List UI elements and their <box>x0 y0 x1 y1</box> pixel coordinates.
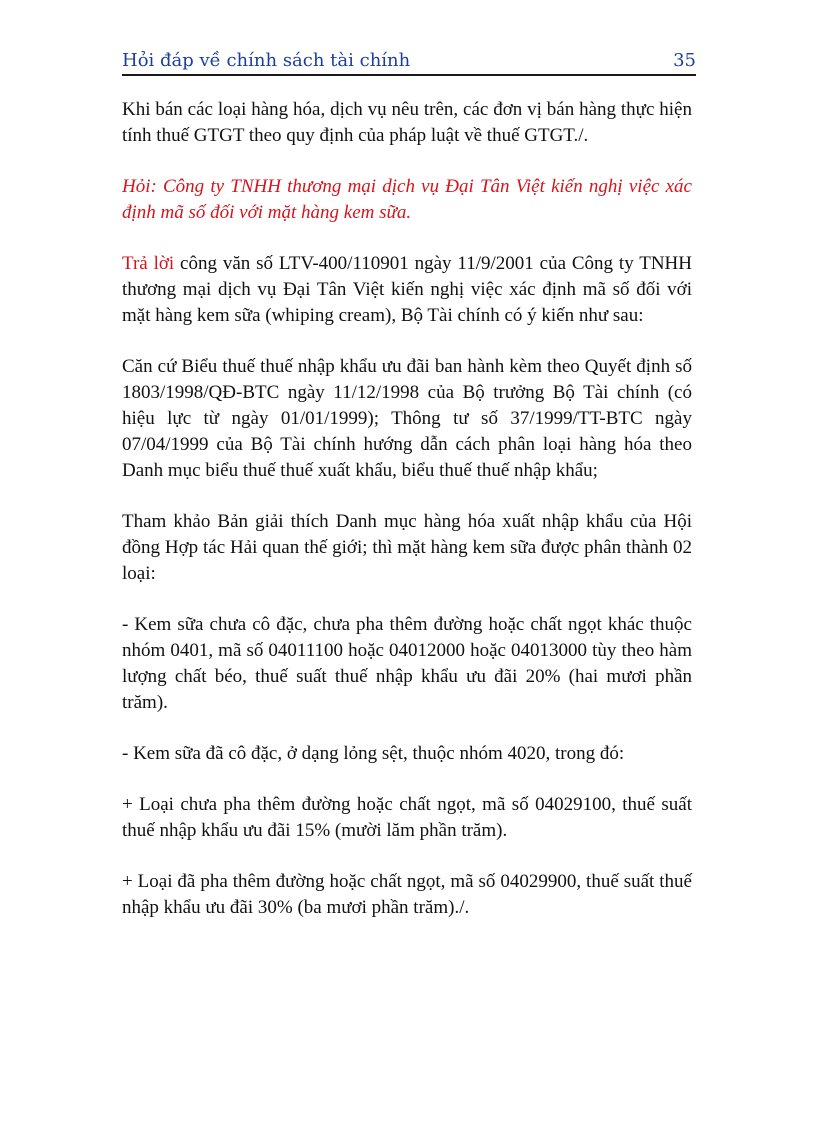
item-1-paragraph: - Kem sữa chưa cô đặc, chưa pha thêm đường hoặc chất ngọt khác thuộc nhóm 0401, mã số 04011100 hoặc 04012000 hoặc 04013000 tùy theo hàm lượng chất béo, thuế suất thuế nhập khẩu ưu đãi 20% (hai mươi phần trăm). <box>122 614 692 713</box>
page-body <box>122 97 692 946</box>
basis-paragraph: Căn cứ Biểu thuế thuế nhập khẩu ưu đãi ban hành kèm theo Quyết định số 1803/1998/QĐ-BTC ngày 11/12/1998 của Bộ trưởng Bộ Tài chính (có hiệu lực từ ngày 01/01/1999); Thông tư số 37/1999/TT-BTC ngày 07/04/1999 của Bộ Tài chính hướng dẫn cách phân loại hàng hóa theo Danh mục biểu thuế thuế xuất khẩu, biểu thuế thuế nhập khẩu; <box>122 356 692 481</box>
sub-item-2-paragraph: + Loại đã pha thêm đường hoặc chất ngọt, mã số 04029900, thuế suất thuế nhập khẩu ưu đãi 30% (ba mươi phần trăm)./. <box>122 871 692 918</box>
answer-paragraph <box>122 251 692 329</box>
answer-lead: Trả lời <box>122 253 175 274</box>
page-number: 35 <box>673 50 696 71</box>
item-2-paragraph: - Kem sữa đã cô đặc, ở dạng lỏng sệt, thuộc nhóm 4020, trong đó: <box>122 743 625 764</box>
answer-text: công văn số LTV-400/110901 ngày 11/9/2001 của Công ty TNHH thương mại dịch vụ Đại Tân Việt kiến nghị việc xác định mã số đối với mặt hàng kem sữa (whiping cream), Bộ Tài chính có ý kiến như sau: <box>122 253 692 326</box>
sub-item-1-paragraph: + Loại chưa pha thêm đường hoặc chất ngọt, mã số 04029100, thuế suất thuế nhập khẩu ưu đãi 15% (mười lăm phần trăm). <box>122 794 692 841</box>
running-header <box>122 48 696 76</box>
header-title: Hỏi đáp về chính sách tài chính <box>122 50 411 71</box>
reference-paragraph: Tham khảo Bản giải thích Danh mục hàng hóa xuất nhập khẩu của Hội đồng Hợp tác Hải quan thế giới; thì mặt hàng kem sữa được phân thành 02 loại: <box>122 511 692 584</box>
question-paragraph: Hỏi: Công ty TNHH thương mại dịch vụ Đại Tân Việt kiến nghị việc xác định mã số đối với mặt hàng kem sữa. <box>122 176 692 223</box>
intro-paragraph: Khi bán các loại hàng hóa, dịch vụ nêu trên, các đơn vị bán hàng thực hiện tính thuế GTGT theo quy định của pháp luật về thuế GTGT./. <box>122 99 692 146</box>
